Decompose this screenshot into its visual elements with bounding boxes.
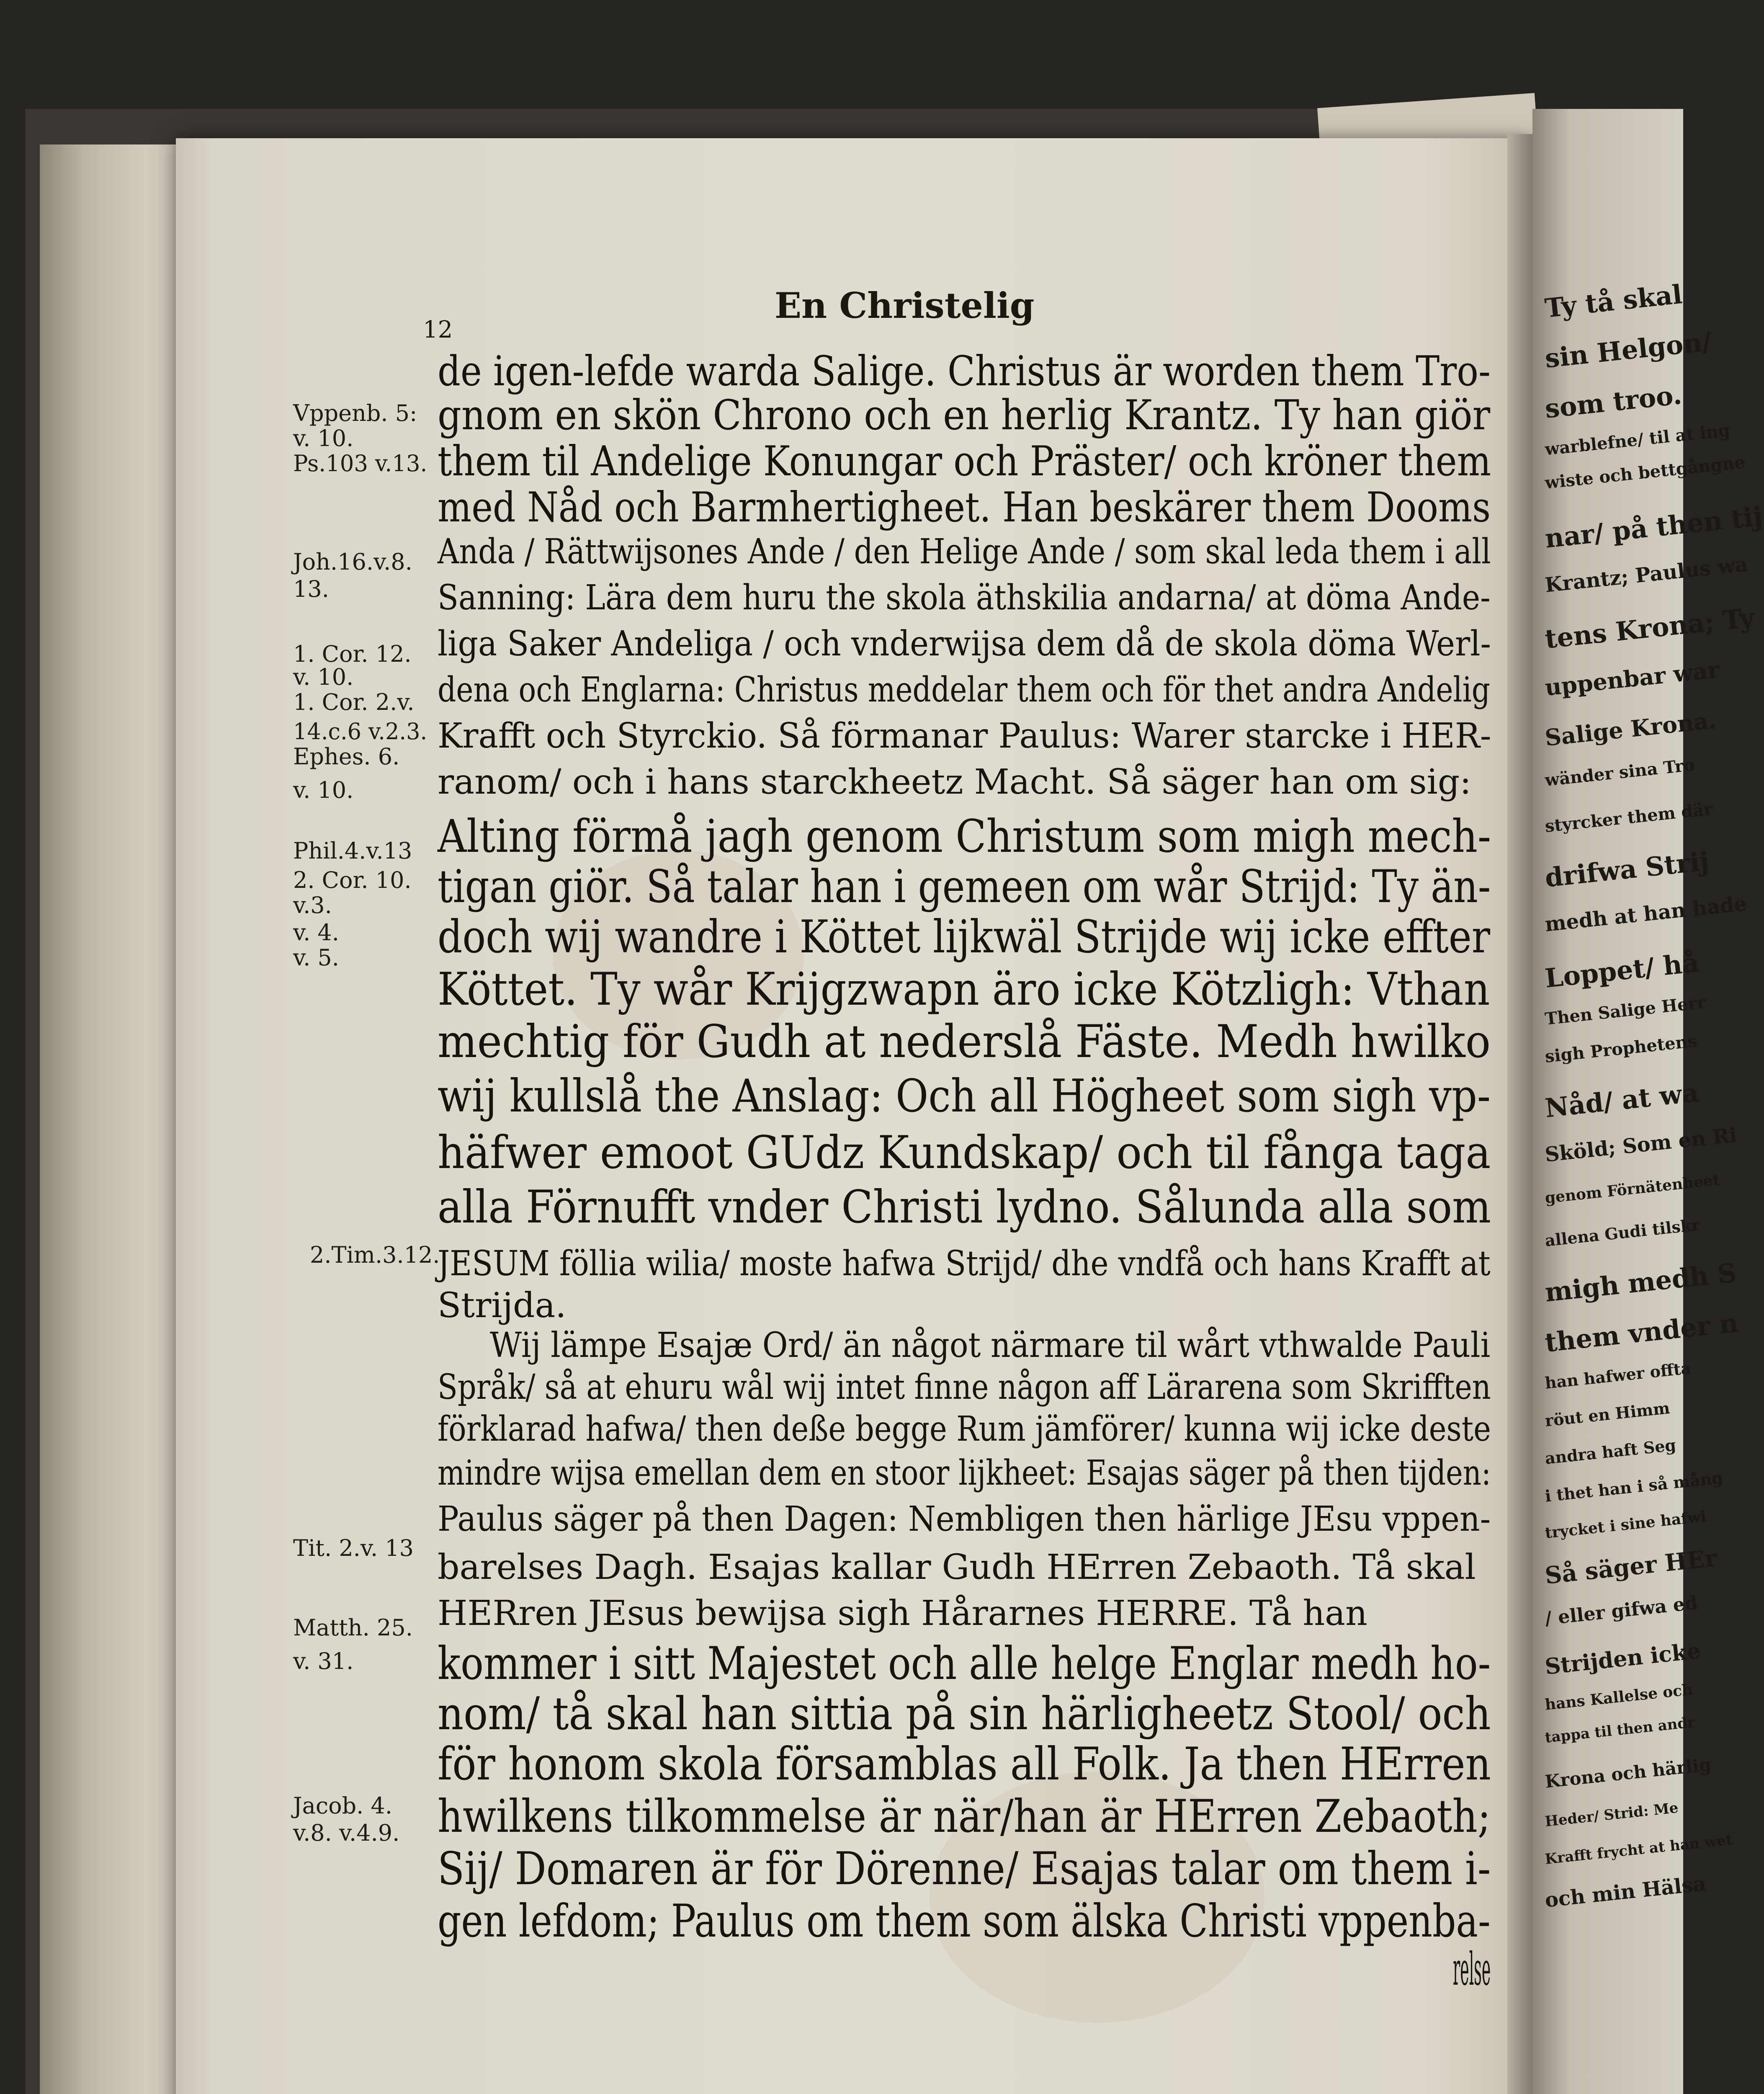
facing-page-line: Krafft frycht at han wet — [1544, 1831, 1733, 1868]
facing-page-line: och min Hälsa — [1544, 1872, 1707, 1912]
facing-page-line: allena Gudi tilskr — [1544, 1215, 1701, 1250]
text-line: Köttet. Ty wår Krijgzwapn äro icke Kötzligh: Vthan — [438, 963, 1490, 1016]
margin-note: 2. Cor. 10. — [293, 867, 412, 893]
text-line: Krafft och Styrckio. Så förmanar Paulus: Warer starcke i HER- — [438, 716, 1491, 756]
margin-note: 13. — [293, 576, 329, 602]
facing-page-line: Strijden icke — [1543, 1638, 1702, 1680]
text-line: för honom skola församblas all Folk. Ja then HErren — [438, 1738, 1491, 1790]
facing-page-line: Nåd/ at wa — [1543, 1077, 1700, 1124]
facing-page-line: warblefne/ til at ing — [1544, 420, 1731, 459]
text-line: wij kullslå the Anslag: Och all Högheet som sigh vp- — [438, 1070, 1491, 1122]
left-page-edge — [40, 144, 191, 2094]
facing-page-line: sigh Prophetens — [1544, 1031, 1698, 1067]
text-line: gnom en skön Chrono och en herlig Krantz. Ty han giör — [438, 392, 1491, 439]
text-line: relse — [1453, 1943, 1491, 1996]
facing-page-line: drifwa Strij — [1543, 846, 1711, 893]
facing-page-line: genom Förnätenheet — [1544, 1171, 1721, 1207]
facing-page-line: migh medh S — [1543, 1257, 1738, 1308]
margin-note: v. 10. — [293, 664, 354, 690]
margin-note: v. 5. — [293, 944, 339, 971]
facing-page-line: trycket i sine hafwi — [1544, 1507, 1707, 1542]
facing-page — [1532, 109, 1764, 2094]
facing-page-line: medh at han hade — [1544, 892, 1748, 936]
text-line: liga Saker Andeliga / och vnderwijsa dem då de skola döma Werl- — [438, 624, 1491, 664]
facing-page-line: nar/ på then tij — [1543, 500, 1764, 554]
facing-page-line: Heder/ Strid: Me — [1544, 1799, 1679, 1830]
text-line: Anda / Rättwijsones Ande / den Helige Ande / som skal leda them i all — [438, 532, 1491, 572]
margin-note: v.8. v.4.9. — [293, 1820, 400, 1846]
margin-note: Tit. 2.v. 13 — [293, 1535, 414, 1561]
running-head: En Christelig — [775, 285, 1035, 326]
text-line: gen lefdom; Paulus om them som älska Christi vppenba- — [438, 1895, 1491, 1947]
facing-page-line: hans Kallelse och — [1544, 1681, 1694, 1714]
margin-note: 14.c.6 v.2.3. — [293, 718, 427, 745]
margin-note: Ps.103 v.13. — [293, 450, 427, 477]
facing-page-line: Loppet/ hå — [1543, 947, 1701, 994]
text-line: häfwer emoot GUdz Kundskap/ och til fånga taga — [438, 1127, 1491, 1179]
facing-page-line: i thet han i så mång — [1544, 1468, 1724, 1506]
facing-page-line: röut en Himm — [1544, 1398, 1671, 1430]
text-line: Språk/ så at ehuru wål wij intet finne någon aff Lärarena som Skrifften — [438, 1367, 1491, 1407]
margin-note: Phil.4.v.13 — [293, 838, 412, 864]
facing-page-line: wiste och bettgångne — [1544, 452, 1746, 493]
facing-page-line: Så säger HEr — [1543, 1544, 1719, 1590]
facing-page-line: Sköld; Som en Ri — [1544, 1123, 1738, 1167]
text-line: JESUM föllia wilia/ moste hafwa Strijd/ dhe vndfå och hans Krafft at — [438, 1244, 1491, 1284]
page-number: 12 — [423, 316, 453, 343]
text-line: them til Andelige Konungar och Präster/ och kröner them — [438, 438, 1491, 485]
margin-note: Jacob. 4. — [293, 1792, 393, 1819]
text-line: Sanning: Lära dem huru the skola äthskilia andarna/ at döma Ande- — [438, 578, 1491, 618]
text-line: HERren JEsus bewijsa sigh Hårarnes HERRE. Tå han — [438, 1594, 1367, 1633]
margin-note: v. 10. — [293, 777, 354, 803]
margin-note: Matth. 25. — [293, 1614, 413, 1641]
margin-note: 1. Cor. 12. — [293, 641, 412, 667]
facing-page-line: / eller gifwa ed — [1544, 1592, 1699, 1630]
text-line: dena och Englarna: Christus meddelar them och för thet andra Andelig — [438, 670, 1491, 710]
facing-page-line: Ty tå skal — [1543, 279, 1684, 324]
text-line: Wij lämpe Esajæ Ord/ än något närmare til wårt vthwalde Pauli — [490, 1326, 1491, 1365]
text-line: Alting förmå jagh genom Christum som migh mech- — [438, 810, 1491, 863]
text-line: kommer i sitt Majestet och alle helge Englar medh ho- — [438, 1638, 1491, 1690]
text-line: Strijda. — [438, 1286, 567, 1326]
facing-page-line: andra haft Seg — [1544, 1435, 1677, 1468]
margin-note: v. 31. — [293, 1648, 354, 1674]
text-line: nom/ tå skal han sittia på sin härligheetz Stool/ och — [438, 1688, 1491, 1740]
margin-note: v. 4. — [293, 919, 339, 946]
text-line: mindre wijsa emellan dem en stoor lijkheet: Esajas säger på then tijden: — [438, 1453, 1491, 1493]
facing-page-line: som troo. — [1543, 379, 1683, 424]
facing-page-line: Krantz; Paulus wa — [1544, 552, 1749, 597]
margin-note: Vppenb. 5: — [293, 400, 417, 426]
margin-note: v.3. — [293, 892, 332, 918]
facing-page-line: uppenbar war — [1543, 656, 1721, 701]
margin-note: 1. Cor. 2.v. — [293, 689, 415, 715]
facing-page-line: sin Helgon/ — [1543, 326, 1713, 374]
facing-page-line: tens Krona; Ty — [1543, 602, 1756, 655]
facing-page-line: Krona och härlig — [1544, 1754, 1712, 1792]
text-line: hwilkens tilkommelse är när/han är HErren Zebaoth; — [438, 1790, 1491, 1843]
margin-note: 2.Tim.3.12. — [310, 1242, 440, 1268]
text-line: Sij/ Domaren är för Dörenne/ Esajas talar om them i- — [438, 1843, 1491, 1895]
text-line: med Nåd och Barmhertigheet. Han beskärer them Dooms — [438, 484, 1491, 531]
text-line: förklarad hafwa/ then deße begge Rum jämförer/ kunna wij icke deste — [438, 1409, 1491, 1449]
text-line: doch wij wandre i Köttet lijkwäl Strijde wij icke effter — [438, 911, 1491, 963]
margin-note: v. 10. — [293, 425, 354, 451]
text-line: barelses Dagh. Esajas kallar Gudh HErren Zebaoth. Tå skal — [438, 1547, 1476, 1587]
text-line: mechtig för Gudh at nederslå Fäste. Medh hwilko — [438, 1016, 1491, 1068]
facing-page-line: Then Salige Herr — [1544, 992, 1707, 1029]
facing-page-line: Salige Krona. — [1543, 707, 1718, 751]
text-line: tigan giör. Så talar han i gemeen om wår Strijd: Ty än- — [438, 861, 1491, 913]
text-line: de igen-lefde warda Salige. Christus är worden them Tro- — [438, 348, 1491, 395]
margin-note: Ephes. 6. — [293, 743, 400, 770]
text-line: alla Förnufft vnder Christi lydno. Sålunda alla som — [438, 1181, 1491, 1233]
facing-page-line: them vnder n — [1543, 1307, 1740, 1358]
facing-page-line: wänder sina Tro — [1544, 755, 1696, 790]
text-line: ranom/ och i hans starckheetz Macht. Så säger han om sig: — [438, 762, 1471, 802]
text-line: Paulus säger på then Dagen: Nembligen then härlige JEsu vppen- — [438, 1499, 1491, 1539]
margin-note: Joh.16.v.8. — [293, 549, 412, 575]
facing-page-line: styrcker them där — [1544, 799, 1714, 836]
facing-page-line: han hafwer offta — [1544, 1358, 1692, 1393]
facing-page-line: tappa til then andr — [1544, 1714, 1696, 1746]
